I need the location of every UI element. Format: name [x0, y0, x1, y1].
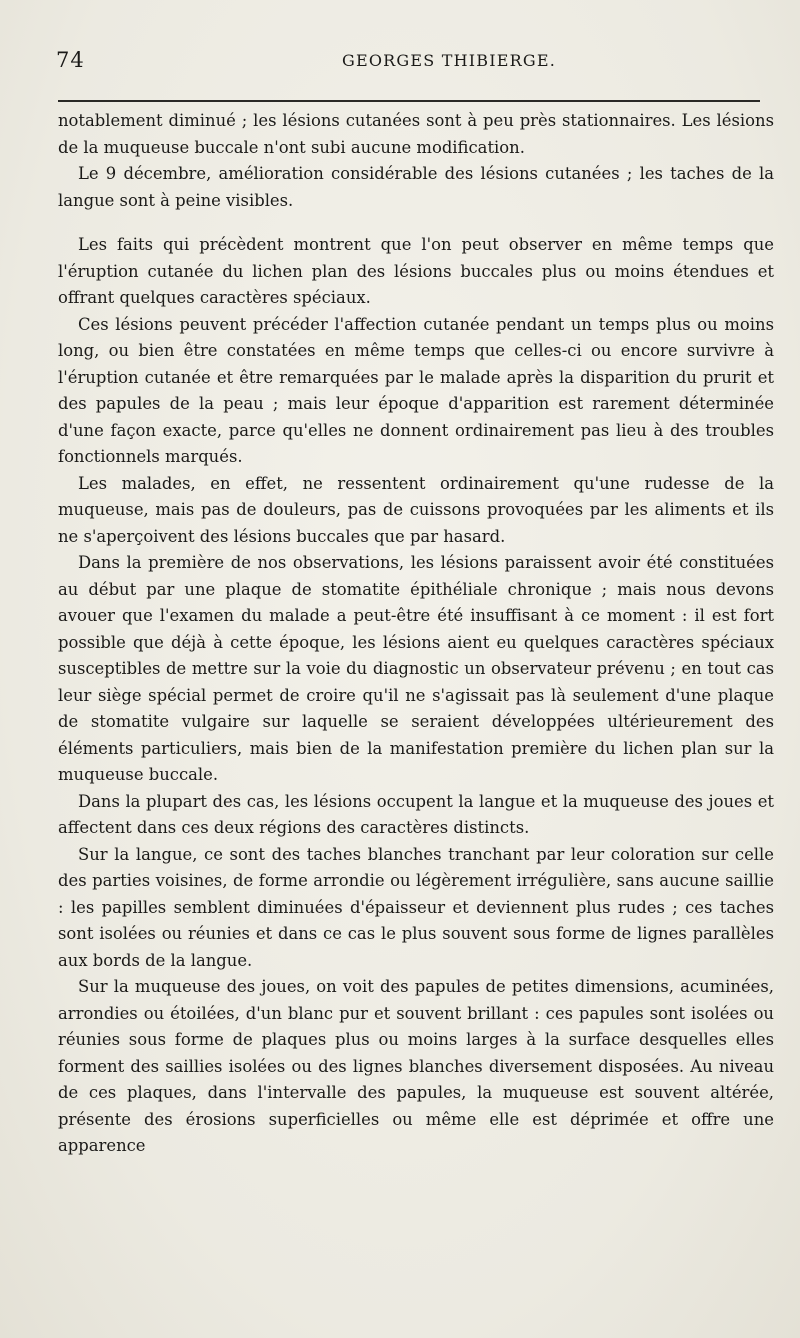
- page-header: [56, 48, 760, 78]
- paragraph: Les malades, en effet, ne ressentent ordinairement qu'une rudesse de la muqueuse, mais pas de douleurs, pas de cuissons provoquées par les aliments et ils ne s'aperçoivent des lésions buccales que par hasard.: [58, 473, 774, 546]
- paragraph: Le 9 décembre, amélioration considérable des lésions cutanées ; les taches de la langue sont à peine visibles.: [58, 164, 774, 210]
- paragraph: Dans la plupart des cas, les lésions occupent la langue et la muqueuse des joues et affectent dans ces deux régions des caractères distincts.: [58, 791, 774, 837]
- body-text: [58, 108, 774, 1160]
- page-number: 74: [56, 48, 85, 72]
- paragraph: Les faits qui précèdent montrent que l'on peut observer en même temps que l'éruption cutanée du lichen plan des lésions buccales plus ou moins étendues et offrant quelques caractères spéciaux.: [58, 235, 774, 307]
- header-rule: [58, 100, 760, 102]
- paragraph: Ces lésions peuvent précéder l'affection cutanée pendant un temps plus ou moins long, ou bien être constatées en même temps que celles-ci ou encore survivre à l'éruption cutanée et être remarquées par le malade après la disparition du prurit et des papules de la peau ; mais leur époque d'apparition est rarement déterminée d'une façon exacte, parce qu'elles ne donnent ordinairement pas lieu à des troubles fonctionnels marqués.: [58, 314, 774, 466]
- paragraph: Sur la langue, ce sont des taches blanches tranchant par leur coloration sur celle des parties voisines, de forme arrondie ou légèrement irrégulière, sans aucune saillie : les papilles semblent diminuées d'épaisseur et deviennent plus rudes ; ces taches sont isolées ou réunies et dans ce cas le plus souvent sous forme de lignes parallèles aux bords de la langue.: [58, 844, 774, 970]
- paragraph: Dans la première de nos observations, les lésions paraissent avoir été constituées au début par une plaque de stomatite épithéliale chronique ; mais nous devons avouer que l'examen du malade a peut-être été insuffisant à ce moment : il est fort possible que déjà à cette époque, les lésions aient eu quelques caractères spéciaux susceptibles de mettre sur la voie du diagnostic un observateur prévenu ; en tout cas leur siège spécial permet de croire qu'il ne s'agissait pas là seulement d'une plaque de stomatite vulgaire sur laquelle se seraient développées ultérieurement des éléments particuliers, mais bien de la manifestation première du lichen plan sur la muqueuse buccale.: [58, 553, 774, 784]
- paragraph: Sur la muqueuse des joues, on voit des papules de petites dimensions, acuminées, arrondies ou étoilées, d'un blanc pur et souvent brillant : ces papules sont isolées ou réunies sous forme de plaques plus ou moins larges à la surface desquelles elles forment des saillies isolées ou des lignes blanches diversement disposées. Au niveau de ces plaques, dans l'intervalle des papules, la muqueuse est souvent altérée, présente des érosions superficielles ou même elle est déprimée et offre une apparence: [58, 977, 774, 1155]
- running-head: GEORGES THIBIERGE.: [342, 51, 557, 70]
- paragraph: notablement diminué ; les lésions cutanées sont à peu près stationnaires. Les lésions de la muqueuse buccale n'ont subi aucune modification.: [58, 111, 774, 157]
